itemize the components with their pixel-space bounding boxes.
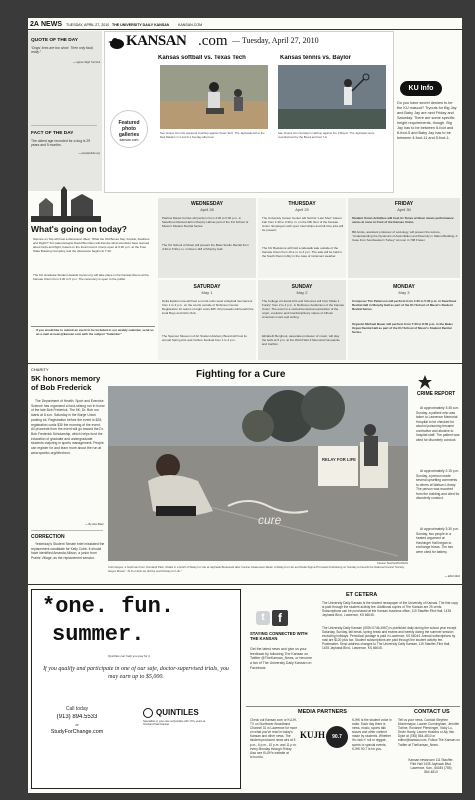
correction-body: Yesterday's Student Senate brief misstated the replacement candidate for Kelly Cobb. It should have identified Amanda Allison, a junior from Prairie Village, as the replacement senator. [31,542,105,561]
featured-badge [110,110,148,148]
kansan-logo-suffix: .com [198,33,228,49]
ad-note: Quintiles can help you pay for it. [108,654,151,658]
ad-call-label: Call today [65,706,89,712]
day-wednesday-item-1: Patricia Daniel Curtiss will perform from 4:30 to 5:30 p.m. in Swarthout Recital Hall in Murphy Hall as part of the KU School of Music's Student Recital Series. [162,217,249,228]
banner-date: — Tuesday, April 27, 2010 [232,36,319,45]
calendar-today-2: The KU Graduate Student Awards Ceremony will take place in the Kansas Room at the Kansas Union from 3:30 to 5 p.m. The ceremony is open to the public. [33,274,149,281]
kansan-logo: KANSAN [126,33,187,49]
day-wednesday-item-2: The KU School of Music will present the Bass Studio Recital from 4:30 to 5:30 p.m. in Room 118 of Murphy Hall. [162,244,249,251]
charity-label: CHARITY [31,367,49,372]
contact-address: Kansan newsroom 111 Stauffer-Flint Hall 1435 Jayhawk Blvd. Lawrence, Kan., 66045 (785) 864-4810 [408,758,454,775]
contact-title: CONTACT US [414,709,450,715]
kujh-logo: KUJH [300,730,326,740]
header-paper-name: THE UNIVERSITY DAILY KANSAN [112,22,170,27]
fact-text: The oldest age recorded for a dog is 29 years and 5 months. [31,139,91,148]
day-name: FRIDAY [394,201,414,207]
day-date: April 28 [200,207,214,212]
day-name: SUNDAY [291,284,313,290]
newspaper-page [28,18,462,793]
fact-label: FACT OF THE DAY [31,131,74,136]
svg-text:cure: cure [258,513,282,527]
day-monday-heading [348,284,460,295]
quote-attribution: — Agnes Sligh Turnbull [73,61,100,64]
kjhk-logo-text: 90.7 [332,734,342,740]
day-saturday-item-1: Delta Epsilon Iota will host a round-robin sand volleyball tournament from 1 to 3 p.m. on the courts outside of Robinson Center. Registration for teams of eight costs $45. All proceeds will benefit the local Boys and Girls Club. [162,300,254,315]
calendar-submit-rule [31,326,155,327]
crime-report-byline: — Elliot Metz [444,575,460,578]
calendar-today-1: Science on Tap will host a discussion titled, “What the Old Bones Say: Fossils, Feathers and Flight?” KU paleontologist David Burnham will discuss what scientists have learned about birds and flight, based on the fossil record. Doors open at 6:30 p.m. at the Free State Brewing Company and the discussion begins at 7:30. [33,238,150,253]
day-wednesday-heading [158,201,256,212]
social-title-text: STAYING CONNECTED WITH THE KANSAN [250,631,308,641]
calendar-title: What's going on today? [31,224,127,234]
media-partner-2-text: KJHK is the student voice in radio. Each day there is news, music, sports talk shows and other content made by students. Whether it's rock n' roll or reggae, sports or special events, KJHK 90.7 is for you. [352,718,392,751]
media-rule [246,706,460,707]
kjhk-logo [326,726,348,748]
section-name: NEWS [41,21,62,28]
feature-photo[interactable] [108,386,408,561]
day-friday-item-2: Bill Ainsle, assistant professor of sociology, will present the lecture, “Understanding the Dynamics of Assimilation and Diversity in Nation-Building: A Case from Southeastern Turkey” at noon in 708 Fraser. [352,231,458,242]
day-thursday-item-2: The KU Bookstore will hold a sidewalk sale outside of the Kansas Union from 10 a.m. to 4 p.m. The sale will be held in the South Room lobby in the case of inclement weather. [262,247,342,258]
charity-headline-text: 5K honors memory of Bob Frederick [31,374,101,392]
day-date: April 29 [295,207,309,212]
day-name: WEDNESDAY [190,201,224,207]
twitter-icon[interactable]: t [256,611,270,625]
day-name: MONDAY [393,284,415,290]
quintiles-logo-icon [143,708,153,718]
charity-divider [31,530,103,531]
day-date: April 30 [397,207,411,212]
quote-text: “Dogs' lives are too short. Their only fault, really.” [31,46,94,55]
day-monday-item-2: Organist Michael Bauer will perform from 7:30 to 8:30 p.m. in the Bales Organ Recital Hall as part of the KU School of Music's Student Recital Series. [352,323,453,334]
section-rule-1 [28,363,462,364]
skyline-illustration [31,186,101,222]
et-cetera-body-2: The University Daily Kansan (ISSN 0746-4967) is published daily during the school year except Saturday, Sunday, fall break, spring break and exams and weekly during the summer session excluding holidays. Periodical postage is paid in Lawrence, KS 66044. Annual subscriptions by mail are $120 plus tax. Student subscriptions are paid through the student activity fee. Postmaster: Send address changes to The University Daily Kansan, 119 Stauffer-Flint Hall, 1435 Jayhawk Blvd., Lawrence, KS 66045. [322,626,457,651]
day-sunday-item-2: Elizabeth Berghout, associate professor of music, will play the bells at 5 p.m. at the World War II Memorial Campanile and Carillon. [262,335,340,346]
day-friday-heading [348,201,460,212]
social-title [250,631,314,645]
crime-report-item-3: At approximately 3:30 p.m. Sunday, two people in a heated argument at Hashinger Hall began to exchange blows. The two were cited for battery. [416,527,460,554]
calendar-submit-note: If you would like to submit an event to be included in our weekly calendar, send us an e-mail at news@kansan.com with the subject “Calendar.” [36,329,154,336]
featured-badge-site: kansan.com [119,138,139,142]
facebook-icon[interactable]: f [272,610,288,626]
header-date: TUESDAY, APRIL 27, 2010 [66,22,110,27]
day-friday-item-1: Student Union Activities will host its Tunes at Noon music performance series at noon in front of the Kansas Union. [352,217,454,224]
header-rule [28,29,462,30]
day-thursday-heading [258,201,346,212]
header-site: KANSAN.COM [178,22,203,27]
feature-credit: Kaneen Stanford/KANSAN [377,562,408,565]
section-rule-2 [28,584,462,585]
gallery2-photo[interactable] [278,65,386,129]
ad-or: or [75,722,79,727]
day-name: THURSDAY [288,201,316,207]
ad-phone: (913) 894.5533 [56,714,98,720]
ad-headline-line2: summer. [52,622,145,647]
quote-label: QUOTE OF THE DAY [31,38,78,43]
day-sunday-heading [258,284,346,295]
ad-body [42,666,230,690]
day-saturday-heading [158,284,256,295]
ku-info-logo [400,81,442,96]
et-cetera-body-1: The University Daily Kansan is the student newspaper of the University of Kansas. The first copy is paid through the student activity fee. Additional copies of The Kansan are 25 cents. Subscriptions can be purchased at the Kansan business office, 119 Stauffer-Flint Hall, 1435 Jayhawk Blvd., Lawrence, KS 66045. [322,601,458,618]
contact-body: Tell us your news. Contact Stephen Montemayor, Lauren Cunningham, Jennifer Torline, Roxanne Pfenninger, Vicky Lu, Kevin Hardy, Lauren Hoskins or Aly Van Dyke at (785) 864-4810 or editor@kansan.com. Follow The Kansan on Twitter at TheKansan_News. [398,718,460,747]
crime-report-icon [418,375,432,389]
relay-sign [319,447,359,487]
ad-small-print: Specialists in your care at Quintiles with 170+ years at Overland Park Kansas [143,720,206,727]
charity-headline [31,374,105,396]
ku-info-text: Do you have secret desires to be the KU mascot? Tryouts for Big Jay and Baby Jay are next Friday and Saturday. There are some specific height requirements, though. Big Jay has to be between 6-foot and 6-foot-5 and Baby Jay has to be between 4-foot-11 and 5-foot-1. [397,101,457,140]
feature-caption: Colin Hayes, a freshman from Overland Park, chalks in a finish of Relay for Life at Jayhawk Boulevard after Cancer Awareness Week. A Relay For Life and Delta Sigma Pi hosted fundraising on Sunday to benefit the National Cancer Society. Hayes Mower: “At 8 o'clock we did the world Relay for Life.” [108,566,405,573]
ad-body-text: If you qualify and participate in one of our safe, doctor-supervised trials, you may earn up to $5,000. [43,666,229,680]
day-sunday-item-1: The College of Liberal Arts and Sciences will host “Make it Funky” from 2 to 4 p.m. in Robinson Auditorium of the Kansas Union. The event is a multi-dimensional exploration of the origin, evolution and interdisciplinary nature of African American music and writing. [262,300,344,319]
day-date: May 2 [296,290,308,295]
media-partners-title: MEDIA PARTNERS [298,709,347,715]
day-date: May 1 [201,290,213,295]
quintiles-brand: QUINTILES [156,708,199,717]
day-date: May 3 [398,290,410,295]
gallery1-caption: See photos from the weekend matchup against Texas Tech. The Jayhawks fell to the Red Raiders in 3 and 9-1 Sunday afternoon. [160,132,265,139]
day-monday-item-1: Composer Tim Patterson will perform from 4:30 to 5:30 p.m. in Swarthout Recital Hall in Murphy Hall as part of the KU School of Music's Student Recital Series. [352,300,457,311]
ku-info-logo-text: KU Info [408,85,434,92]
featured-badge-label: Featured photo galleries [118,120,140,138]
relay-sign-text: RELAY FOR LIFE [322,457,356,462]
day-name: SATURDAY [193,284,221,290]
gallery2-title: Kansas tennis vs. Baylor [280,55,352,61]
charity-byline: — By Alex Bator [85,523,104,526]
et-cetera-title: ET CETERA [346,592,378,598]
social-body: Get the latest news and give us your feedback by following The Kansan on Twitter @TheKansan_News, or become a fan of The University Daily Kansan on Facebook. [250,647,312,670]
charity-body: The Department of Health, Sport and Exercise Science has organized a fund-raising run in honor of the late Bob Frederick. The 5K, Dr. Bob run starts at 8 a.m. Saturday in the Burge Union parking lot. Registration before the event is $25; registration costs $30 the morning of the event. All proceeds from the event will go toward the Dr. Bob Frederick Scholarship, which helps fund the education of graduate and undergraduate students majoring in sports management. People can register for and learn more about the run at www.sportkc.org/drbobrun. [31,399,105,455]
correction-label: CORRECTION [31,534,65,540]
gallery1-photo[interactable] [160,65,268,129]
crime-report-label: CRIME REPORT [416,391,456,397]
jayhawk-logo-icon [108,36,126,50]
page-number: 2A [30,21,39,28]
gallery1-title: Kansas softball vs. Texas Tech [158,55,246,61]
feature-headline: Fighting for a Cure [196,369,286,380]
crime-report-item-2: At approximately 2:15 p.m. Sunday, a person made several upsetting comments to others at Watson Library. The person was escorted from the building and cited for disorderly conduct. [416,469,460,500]
day-thursday-item-1: The University Career Center will hold its “Last Shot” Career Fair from 1:30 to 4:30 p.m. on the fifth floor of the Kansas Union. Employers with open internships and full-time jobs will be present. [262,217,344,232]
ad-headline-line1: *one. fun. [42,594,175,619]
day-saturday-item-2: The Spencer Museum of Art Student Advisory Board will host its annual Spring Arts and Culture Festival from 1 to 4 p.m. [162,335,247,342]
crime-report-item-1: At approximately 3:45 a.m. Sunday, a patient who was taken to Lawrence Memorial Hospital to be checked for alcohol poisoning became combative and abusive to hospital staff. The patient was cited for disorderly conduct. [416,406,460,442]
ad-website[interactable]: StudyForChange.com [50,729,104,735]
gallery2-caption: See photos from Sunday's matchup against No. 2 Baylor. The Jayhawks were overwhelmed by the Bears and lost 7-0. [278,132,375,139]
fact-source: — peoplesfolio.org [78,152,100,155]
sidebar-divider [31,125,97,126]
media-partner-1-text: Check out Kansan.com or KUJH-TV on Sunflower Broadband Channel 31 in Lawrence for more on what you've read in today's Kansan and other news. The student-produced news airs at 5 p.m., 6 p.m., 10 p.m. and 11 p.m. every Monday through Friday. Also see KUJH's website at tv.ku.edu. [250,718,298,759]
